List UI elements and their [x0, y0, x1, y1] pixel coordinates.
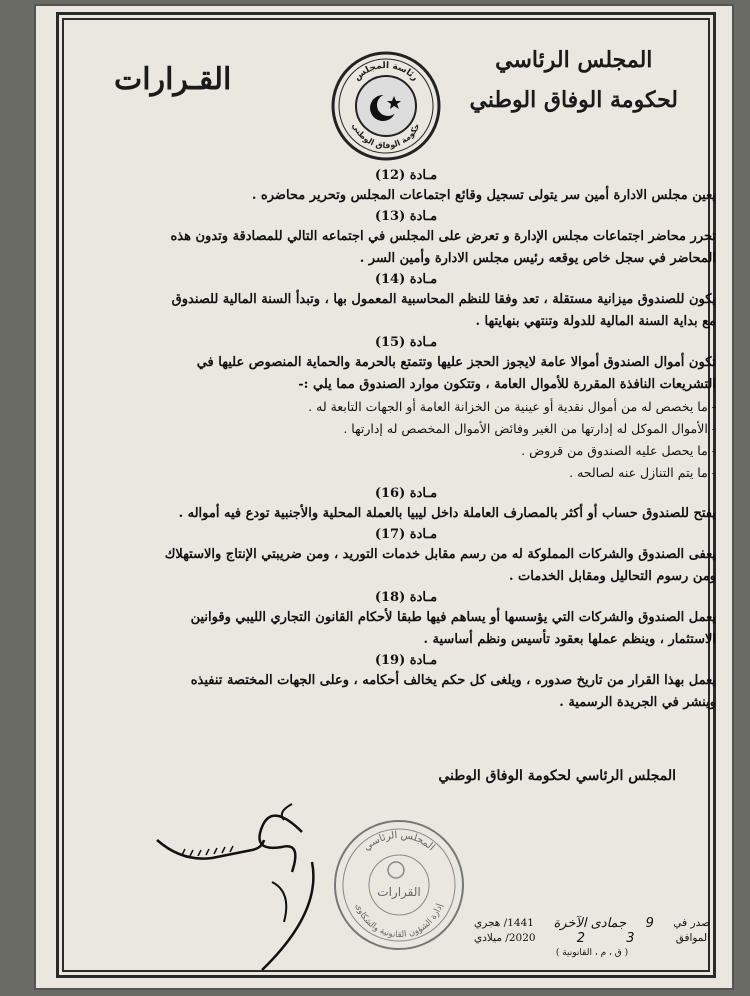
article-text-line: مع بداية السنة المالية للدولة وتنتهي بنهايتها . [475, 314, 716, 329]
article-text-line: ومن رسوم التحاليل ومقابل الخدمات . [509, 569, 716, 584]
article-text-line: التشريعات النافذة المقررة للأموال العامة ، وتتكون موارد الصندوق مما يلي :- [298, 377, 716, 392]
article-text-line: يعين مجلس الادارة أمين سر يتولى تسجيل وقائع اجتماعات المجلس وتحرير محاضره . [251, 188, 716, 203]
article-text-line: يكون للصندوق ميزانية مستقلة ، تعد وفقا للنظم المحاسبية المعمول بها ، وتبدأ السنة المالية للصندوق [171, 292, 716, 307]
legal-affairs-seal [332, 818, 466, 952]
gregorian-date-row [474, 931, 710, 946]
hijri-month: جمادى الآخرة [553, 916, 627, 931]
article-text-line: المحاضر في سجل خاص يوقعه رئيس مجلس الادارة وأمين السر . [359, 251, 716, 266]
seal-bottom-text: حكومة الوفاق الوطني [350, 121, 422, 151]
article-heading: مـادة (15) [374, 335, 438, 350]
article-text-line: - ما يتم التنازل عنه لصالحه . [569, 465, 716, 480]
document-sheet [34, 4, 734, 990]
council-line-1: المجلس الرئاسي [495, 47, 653, 73]
article-text-line: الاستثمار ، وينظم عملها بعقود تأسيس ونظم أساسية . [423, 632, 716, 647]
article-text-line: وينشر في الجريدة الرسمية . [559, 695, 716, 710]
article-heading: مـادة (16) [374, 486, 438, 501]
footer-note: ( ق ، م ، القانونية ) [555, 948, 629, 958]
seal-ring-bottom: إدارة الشؤون القانونية والشكاوى [352, 902, 446, 941]
article-heading: مـادة (14) [374, 272, 438, 287]
greg-month: 2 [576, 931, 586, 946]
council-line-2: لحكومة الوفاق الوطني [469, 87, 678, 113]
greg-year: 2020/ ميلادي [474, 932, 536, 944]
svg-text:المجلس الرئاسي [362, 830, 437, 853]
article-text-line: تحرر محاضر اجتماعات مجلس الإدارة و تعرض على المجلس في اجتماعه التالي للمصادقة وتدون هذه [170, 229, 716, 244]
article-text-line: - الأموال الموكل له إدارتها من الغير وفائض الأموال المخصص له إدارتها . [343, 421, 716, 436]
signer-title: المجلس الرئاسي لحكومة الوفاق الوطني [438, 768, 676, 784]
decision-body [96, 166, 716, 714]
svg-text:إدارة الشؤون القانونية والشكاو [353, 902, 445, 940]
article-text-line: - ما يخصص له من أموال نقدية أو عينية من الخزانة العامة أو الجهات التابعة له . [308, 399, 716, 414]
seal-ring-top: المجلس الرئاسي [361, 829, 437, 854]
article-text-line: يعمل بهذا القرار من تاريخ صدوره ، ويلغى كل حكم يخالف أحكامه ، وعلى الجهات المختصة تنفيذه [190, 673, 716, 688]
hijri-year: 1441/ هجري [474, 917, 534, 929]
greg-day: 3 [626, 931, 635, 946]
issued-label: صدر في [673, 917, 710, 929]
hijri-date-row [474, 916, 710, 931]
article-text-line: تكون أموال الصندوق أموالا عامة لايجوز الحجز عليها وتتمتع بالحرمة والحماية المنصوص عليها في [196, 355, 716, 370]
letterhead [74, 32, 694, 152]
handwritten-signature [152, 792, 332, 982]
article-heading: مـادة (12) [374, 168, 438, 183]
article-text-line: يفتح للصندوق حساب أو أكثر بالمصارف العاملة داخل ليبيا بالعملة المحلية والأجنبية تودع فيه أمواله . [178, 506, 716, 521]
seal-center-text: القرارات [377, 885, 421, 899]
article-heading: مـادة (13) [374, 209, 438, 224]
article-heading: مـادة (18) [374, 590, 438, 605]
article-heading: مـادة (19) [374, 653, 438, 668]
libya-emblem-seal [330, 50, 442, 162]
greg-label: الموافق [675, 932, 710, 944]
seal-top-text: رئاسة المجلس [352, 60, 420, 84]
decisions-title: القـرارات [114, 62, 232, 97]
issuance-block [474, 916, 710, 961]
article-text-line: يعفى الصندوق والشركات المملوكة له من رسم مقابل خدمات التوريد ، ومن ضريبتي الإنتاج والاستهلاك [164, 547, 716, 562]
article-heading: مـادة (17) [374, 527, 438, 542]
article-text-line: يعمل الصندوق والشركات التي يؤسسها أو يساهم فيها طبقا لأحكام القانون التجاري الليبي وقوانين [190, 610, 716, 625]
hijri-day: 9 [645, 916, 654, 931]
council-name [470, 40, 678, 120]
article-text-line: - ما يحصل عليه الصندوق من قروض . [521, 443, 716, 458]
